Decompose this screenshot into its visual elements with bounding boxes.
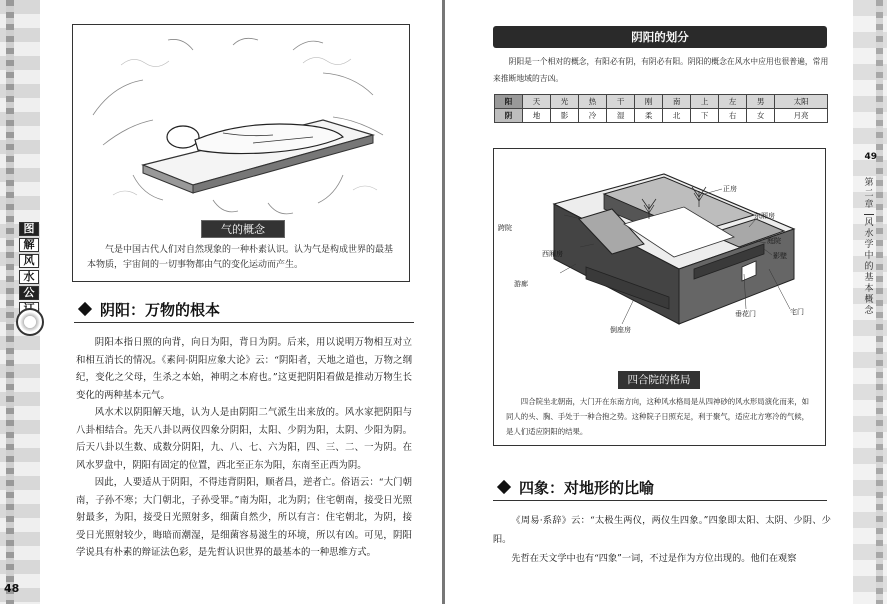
section-divider (74, 322, 414, 323)
table-cell: 光 (551, 95, 579, 109)
side-tab-char: 解 (19, 238, 39, 252)
table-cell: 上 (691, 95, 719, 109)
intro-text: 阴阳是一个相对的概念，有阳必有阴，有阴必有阳。阴阳的概念在风水中应用也很普遍，常用来推断地域的吉凶。 (493, 57, 829, 83)
chapter-vertical-title (863, 178, 875, 317)
paragraph: 《周易·系辞》云：“太极生两仪，两仪生四象。”四象即太阳、太阴、少阴、少阳。 (493, 515, 831, 545)
section-body (493, 511, 831, 568)
side-tab-char: 图 (19, 222, 39, 236)
table-cell: 地 (523, 109, 551, 123)
label-zhengfang: 正房 (723, 185, 737, 193)
label-youlang: 游廊 (514, 280, 528, 288)
paragraph: 先哲在天文学中也有“四象”一词，不过是作为方位出现的。他们在观察 (511, 553, 797, 564)
diamond-bullet-icon (497, 480, 511, 494)
yinyang-division-banner: 阴阳的划分 (493, 26, 827, 48)
table-cell: 下 (691, 109, 719, 123)
table-cell: 天 (523, 95, 551, 109)
section-body (76, 334, 412, 562)
page-number: 48 (4, 582, 20, 595)
table-cell: 右 (719, 109, 747, 123)
label-kuayuan: 跨院 (498, 224, 512, 232)
paragraph: 阴阳本指日照的向背，向日为阳，背日为阴。后来，用以说明万物相互对立和相互消长的情况。《素问·阴阳应象大论》云：“阴阳者，天地之道也，万物之纲纪，变化之父母，生杀之本始，神明之本府也。”这更把阴阳看做是推动万物生长变化的两种基本元气。 (76, 337, 412, 401)
side-tab (19, 222, 41, 316)
table-cell: 北 (663, 109, 691, 123)
chapter-char: 概 (864, 295, 874, 305)
section-title: 阴阳：万物的根本 (100, 300, 221, 319)
paragraph: 因此，人要适从于阴阳，不得违背阴阳，顺者昌，逆者亡。俗语云：“大门朝南，子孙不寒；大门朝北，子孙受罪。”南为阳，北为阴；住宅朝南，接受日光照射最多，为阳，接受日光照射多，细菌自然少，所以有言：住宅朝北，为阴，接受日光照射较少，晦暗而潮湿，是细菌容易滋生的环境，所以有凶。可见，阴阳学说具有朴素的辩证法色彩，是先哲认识世界的最基本的一种思维方式。 (76, 477, 412, 558)
table-cell: 女 (747, 109, 775, 123)
chapter-char: 学 (864, 240, 874, 250)
paragraph: 风水术以阴阳解天地，认为人是由阴阳二气派生出来放的。风水家把阴阳与八卦相结合。先天八卦以两仪四象分阴阳，太阳、少阴为阳，太阴、少阳为阴。后天八卦以生数、成数分阴阳，九、八、七、六为阳，四、三、二、一为阴。在风水罗盘中，阴阳有固定的位置，西北至正东为阳，东南至正西为阴。 (76, 407, 412, 471)
table-cell: 柔 (635, 109, 663, 123)
table-cell: 南 (663, 95, 691, 109)
table-cell: 刚 (635, 95, 663, 109)
side-tab-char: 水 (19, 270, 39, 284)
table-row-yang (495, 95, 828, 109)
chapter-char: 念 (864, 306, 874, 316)
table-cell: 热 (579, 95, 607, 109)
label-yingbi: 影壁 (773, 252, 787, 260)
label-zhaimen: 宅门 (790, 308, 804, 316)
label-xixiangfang: 西厢房 (542, 250, 563, 258)
label-chuihuamen: 垂花门 (735, 310, 756, 318)
yinyang-table (494, 94, 828, 123)
table-cell: 干 (607, 95, 635, 109)
left-page (0, 0, 442, 604)
table-row-yin (495, 109, 828, 123)
table-cell: 男 (747, 95, 775, 109)
section-heading (493, 474, 654, 500)
chapter-char: 章 (864, 200, 874, 210)
label-daozuofang: 倒座房 (610, 326, 631, 334)
table-cell: 影 (551, 109, 579, 123)
table-cell: 月亮 (775, 109, 828, 123)
chapter-char: 本 (864, 284, 874, 294)
siheyuan-caption-title: 四合院的格局 (618, 371, 700, 389)
chapter-char: 风 (864, 218, 874, 228)
section-title: 四象：对地形的比喻 (519, 478, 655, 497)
chapter-char: 水 (864, 229, 874, 239)
diamond-bullet-icon (78, 302, 92, 316)
chapter-char: 中 (864, 251, 874, 261)
chapter-char: 的 (864, 262, 874, 272)
siheyuan-figure (493, 148, 826, 446)
table-cell: 太阳 (775, 95, 828, 109)
table-cell: 阴 (495, 109, 523, 123)
right-page (445, 0, 887, 604)
section-heading (74, 296, 220, 322)
chapter-char: 第 (864, 178, 874, 188)
qi-caption-text: 气是中国古代人们对自然现象的一种朴素认识。认为气是构成世界的最基本物质，宇宙间的一切事物都由气的变化运动而产生。 (87, 245, 394, 270)
page-number: 49 (864, 152, 877, 162)
qi-caption-title: 气的概念 (201, 220, 285, 238)
table-cell: 阳 (495, 95, 523, 109)
chapter-char: 二 (864, 189, 874, 199)
sleeping-figure-illustration (73, 25, 409, 225)
table-cell: 冷 (579, 109, 607, 123)
table-cell: 湿 (607, 109, 635, 123)
siheyuan-caption-text: 四合院坐北朝南，大门开在东南方向，这种风水格局是从四神砂的风水形局演化而来，如同人的头、胸、手处于一种合抱之势。这种院子日照充足，利于聚气，适应北方寒冷的气候，是人们适应阴阳的结果。 (506, 397, 810, 436)
chapter-char: 基 (864, 273, 874, 283)
bagua-logo (16, 308, 44, 336)
section-divider (493, 500, 827, 501)
side-tab-char: 风 (19, 254, 39, 268)
table-cell: 左 (719, 95, 747, 109)
label-tingyuan: 庭院 (767, 237, 781, 245)
side-tab-char: 公 (19, 286, 39, 300)
qi-figure (72, 24, 410, 282)
label-dongxiangfang: 东厢房 (754, 212, 775, 220)
